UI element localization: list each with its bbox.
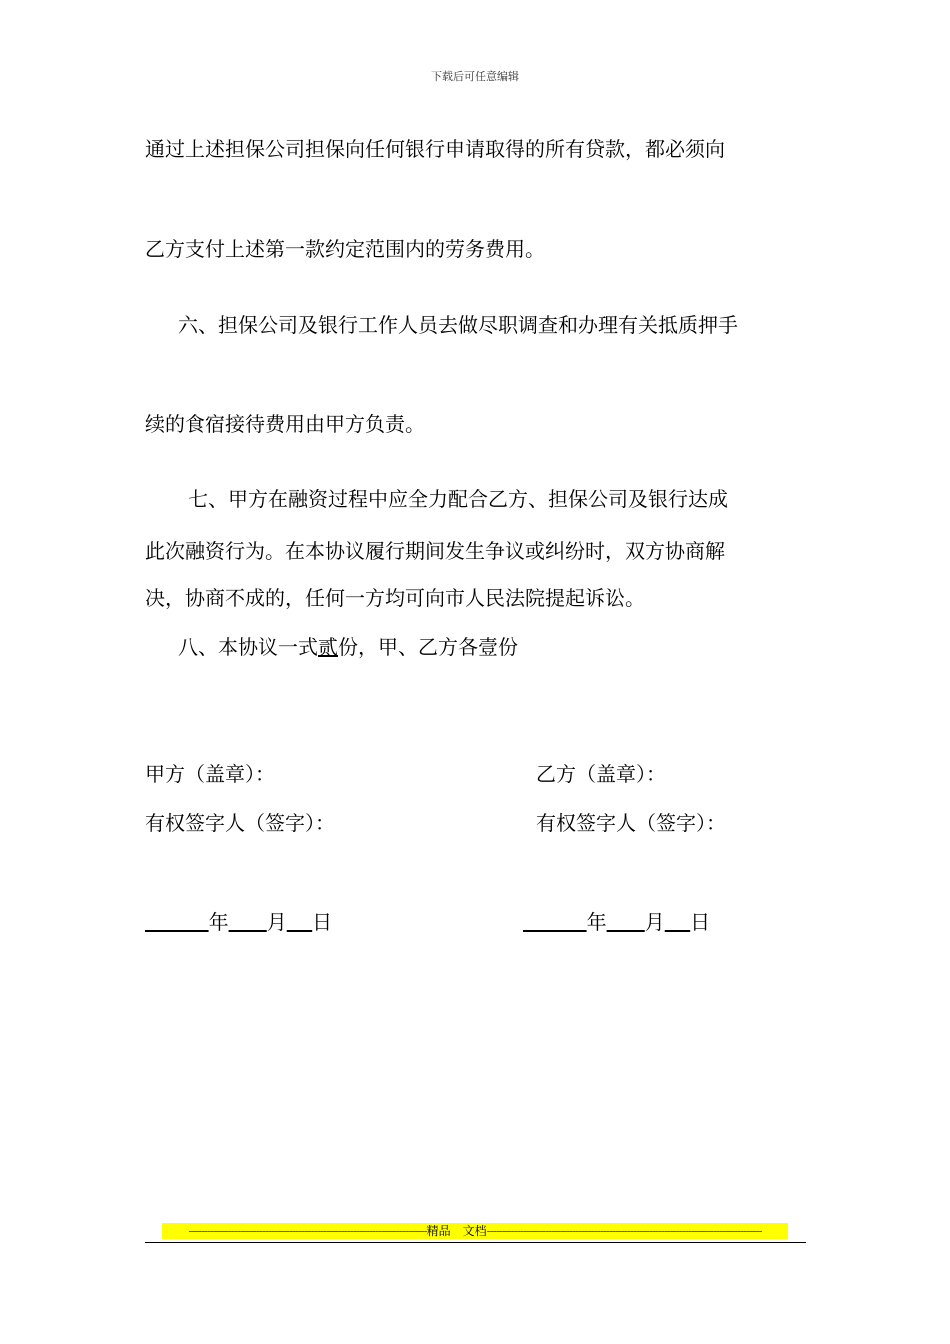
- month-label: 月: [644, 910, 665, 934]
- year-label: 年: [208, 910, 229, 934]
- paragraph-line: 此次融资行为。在本协议履行期间发生争议或纠纷时，双方协商解: [145, 539, 725, 563]
- day-label: 日: [312, 910, 333, 934]
- party-a-seal-label: 甲方（盖章）：: [145, 762, 275, 786]
- year-label: 年: [586, 910, 607, 934]
- paragraph-line: 通过上述担保公司担保向任何银行申请取得的所有贷款，都必须向: [145, 137, 725, 161]
- paragraph-line: 决，协商不成的，任何一方均可向市人民法院提起诉讼。: [145, 586, 645, 610]
- day-label: 日: [690, 910, 711, 934]
- month-label: 月: [266, 910, 287, 934]
- footer-rule: [145, 1242, 806, 1243]
- paragraph-line: 续的食宿接待费用由甲方负责。: [145, 412, 425, 436]
- footer-label: 精品 文档: [426, 1224, 487, 1238]
- party-a-signer-label: 有权签字人（签字）：: [145, 811, 335, 835]
- party-b-seal-label: 乙方（盖章）：: [536, 762, 666, 786]
- party-b-date-line: [523, 908, 710, 936]
- paragraph-line: 七、甲方在融资过程中应全力配合乙方、担保公司及银行达成: [188, 487, 728, 511]
- paragraph-line: 六、担保公司及银行工作人员去做尽职调查和办理有关抵质押手: [178, 313, 738, 337]
- party-b-signer-label: 有权签字人（签字）：: [536, 811, 726, 835]
- header-note: 下载后可任意编辑: [431, 70, 519, 83]
- clause-eight-text-end: 份，甲、乙方各壹份: [338, 635, 518, 659]
- copies-count: 贰: [318, 635, 338, 659]
- clause-eight: [178, 633, 858, 661]
- party-a-date-line: [145, 908, 332, 936]
- paragraph-line: 乙方支付上述第一款约定范围内的劳务费用。: [145, 237, 545, 261]
- clause-eight-text: 八、本协议一式: [178, 635, 318, 659]
- footer-banner: ------------------------------------------------------------------------------精品 文档------------------------------------------------------------------------------------------: [162, 1223, 788, 1239]
